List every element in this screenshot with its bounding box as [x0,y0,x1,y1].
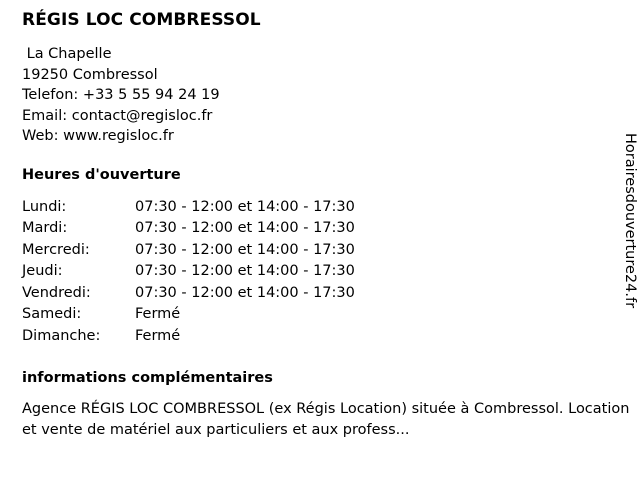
hours-day-label: Mardi: [22,220,68,236]
opening-hours-heading: Heures d'ouverture [22,166,181,183]
address-block [22,44,622,147]
hours-time-value: 07:30 - 12:00 et 14:00 - 17:30 [135,263,355,279]
table-row [22,304,355,326]
hours-time-value: 07:30 - 12:00 et 14:00 - 17:30 [135,284,355,301]
hours-time-value: 07:30 - 12:00 et 14:00 - 17:30 [135,220,355,236]
hours-day-label: Dimanche: [22,327,101,344]
hours-time-value: Fermé [135,327,181,344]
table-row [22,218,355,240]
hours-time-value: 07:30 - 12:00 et 14:00 - 17:30 [135,241,355,258]
opening-hours-table [22,197,355,348]
address-line-city: 19250 Combressol [22,66,158,83]
additional-info-heading: informations complémentaires [22,370,273,386]
table-row [22,283,355,305]
hours-day-label: Jeudi: [22,263,63,279]
address-line-web: Web: www.regisloc.fr [22,128,174,144]
hours-day-label: Vendredi: [22,284,91,301]
additional-info-text: Agence RÉGIS LOC COMBRESSOL (ex Régis Location) située à Combressol. Location et vente de matériel aux particuliers et aux profess... [22,401,630,438]
table-row [22,240,355,262]
vertical-watermark-label: Horairesdouverture24.fr [622,133,638,309]
address-line-street: La Chapelle [22,46,112,62]
hours-day-label: Lundi: [22,198,67,215]
table-row [22,326,355,348]
hours-day-label: Mercredi: [22,241,90,258]
hours-time-value: Fermé [135,306,181,322]
table-row [22,197,355,219]
page-title: RÉGIS LOC COMBRESSOL [22,10,261,30]
address-line-phone: Telefon: +33 5 55 94 24 19 [22,87,220,103]
hours-day-label: Samedi: [22,306,82,322]
address-line-email: Email: contact@regisloc.fr [22,107,213,124]
table-row [22,261,355,283]
hours-time-value: 07:30 - 12:00 et 14:00 - 17:30 [135,198,355,215]
